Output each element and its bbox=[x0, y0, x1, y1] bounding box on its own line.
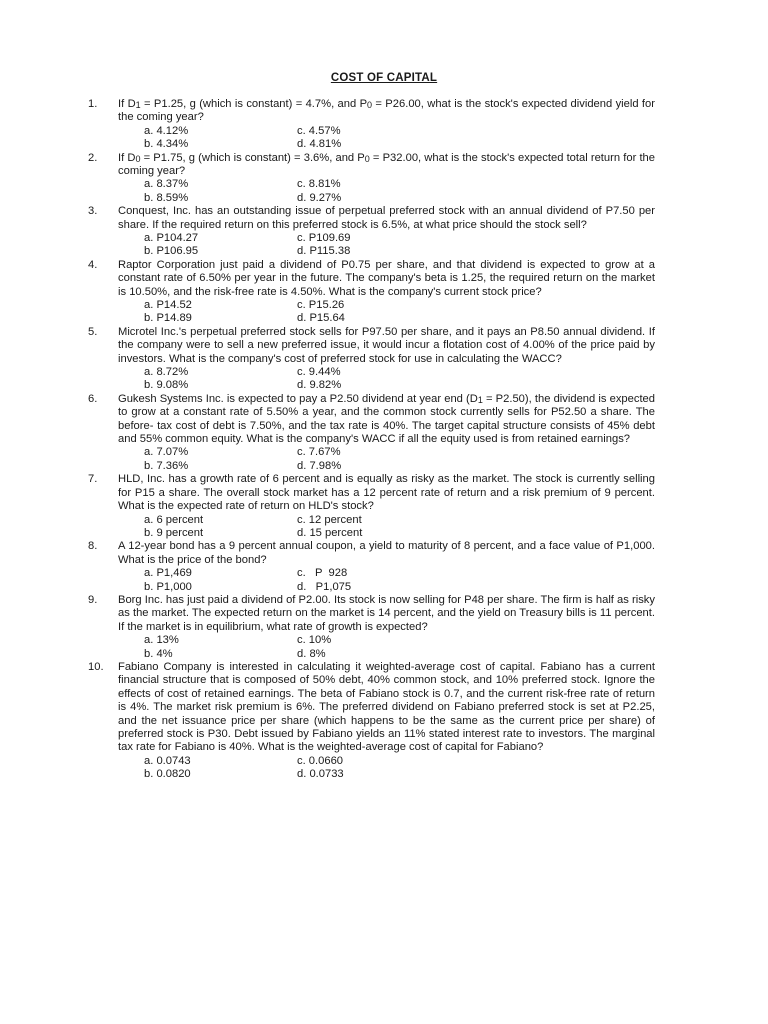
question-number: 4. bbox=[88, 258, 98, 271]
option-b: b. P14.89 bbox=[144, 312, 192, 325]
option-a: a. P1,469 bbox=[144, 567, 192, 580]
option-b: b. P106.95 bbox=[144, 245, 199, 258]
option-b: b. P1,000 bbox=[144, 580, 192, 593]
question-number: 6. bbox=[88, 392, 98, 405]
option-d: d. 15 percent bbox=[297, 526, 363, 539]
question-text: Gukesh Systems Inc. is expected to pay a P2.50 dividend at year end $(D_1 = P2.50)$, the dividend is expected to grow at a constant rate of 5.50% a year, and the common stock currently sells for P52.50 a share. The before- tax cost of debt is 7.50%, and the tax rate is 40%. The target capital structure consists of 45% debt and 55% common equity. What is the company's WACC if all the equity used is from retained earnings? bbox=[118, 392, 656, 446]
option-b: b. 9.08% bbox=[144, 379, 189, 392]
question-4 bbox=[88, 259, 655, 326]
answer-options bbox=[118, 634, 655, 661]
option-a: a. 0.0743 bbox=[144, 754, 191, 767]
answer-options bbox=[118, 514, 655, 541]
option-c: c. 7.67% bbox=[297, 446, 341, 459]
question-number: 5. bbox=[88, 325, 98, 338]
option-a: a. 8.37% bbox=[144, 178, 189, 191]
option-a: a. 6 percent bbox=[144, 513, 204, 526]
option-c: c. 0.0660 bbox=[297, 754, 344, 767]
question-text: Microtel Inc.'s perpetual preferred stock sells for P97.50 per share, and it pays an P8.50 annual dividend. If the company were to sell a new preferred issue, it would incur a flotation cost of 4.00% of the price paid by investors. What is the company's cost of preferred stock for use in calculating the WACC? bbox=[118, 325, 655, 365]
question-text: If $D_1 = P1.25$, g (which is constant) = 4.7%, and $P_0 = P26.00$, what is the stock's expected dividend yield for the coming year? bbox=[118, 98, 655, 124]
question-text: A 12-year bond has a 9 percent annual coupon, a yield to maturity of 8 percent, and a face value of P1,000. What is the price of the bond? bbox=[118, 540, 655, 566]
answer-options bbox=[118, 299, 655, 326]
option-b: b. 0.0820 bbox=[144, 768, 191, 781]
page-title: COST OF CAPITAL bbox=[330, 72, 438, 84]
option-b: b. 4.34% bbox=[144, 138, 189, 151]
option-c: c. 12 percent bbox=[297, 513, 362, 526]
option-d: d. 0.0733 bbox=[297, 768, 344, 781]
option-a: a. 8.72% bbox=[144, 366, 189, 379]
answer-options bbox=[118, 446, 655, 473]
answer-options bbox=[118, 366, 655, 393]
option-a: a. 4.12% bbox=[144, 124, 189, 137]
option-d: d. 8% bbox=[297, 647, 326, 660]
question-5 bbox=[88, 326, 655, 393]
question-7 bbox=[88, 473, 655, 540]
option-b: b. 8.59% bbox=[144, 191, 189, 204]
question-text: Raptor Corporation just paid a dividend of P0.75 per share, and that dividend is expected to grow at a constant rate of 6.50% per year in the future. The company's beta is 1.25, the required return on the market is 10.50%, and the risk-free rate is 4.50%. What is the company's current stock price? bbox=[118, 258, 655, 298]
answer-options bbox=[118, 755, 655, 782]
question-number: 8. bbox=[88, 540, 98, 553]
answer-options bbox=[118, 178, 655, 205]
question-text: Conquest, Inc. has an outstanding issue of perpetual preferred stock with an annual dividend of P7.50 per share. If the required return on this preferred stock is 6.5%, at what price should the stock sell? bbox=[118, 205, 655, 231]
question-number: 9. bbox=[88, 593, 98, 606]
option-c: c. 10% bbox=[297, 634, 332, 647]
answer-options bbox=[118, 232, 655, 259]
option-d: d. P115.38 bbox=[297, 245, 351, 258]
question-6 bbox=[88, 393, 655, 473]
question-number: 3. bbox=[88, 205, 98, 218]
option-a: a. P104.27 bbox=[144, 232, 199, 245]
option-c: c. 9.44% bbox=[297, 366, 341, 379]
question-3 bbox=[88, 205, 655, 259]
option-a: a. 7.07% bbox=[144, 446, 189, 459]
question-1 bbox=[88, 98, 655, 152]
option-d: d. P15.64 bbox=[297, 312, 345, 325]
option-a: a. P14.52 bbox=[144, 299, 192, 312]
option-b: b. 7.36% bbox=[144, 459, 189, 472]
option-b: b. 9 percent bbox=[144, 526, 204, 539]
question-text: Fabiano Company is interested in calculating it weighted-average cost of capital. Fabiano has a current financial structure that is composed of 50% debt, 40% common stock, and 10% preferred stock. Ignore the effects of cost of retained earnings. The beta of Fabiano stock is 0.7, and the current risk-free rate of return is 4%. The market risk premium is 6%. The preferred dividend on Fabiano preferred stock is set at P2.25, and the net issuance price per share (which happens to be the same as the current price per share) of preferred stock is P30. Debt issued by Fabiano yields an 11% stated interest rate to investors. The marginal tax rate for Fabiano is 40%. What is the weighted-average cost of capital for Fabiano? bbox=[118, 660, 655, 754]
option-d: d. 9.27% bbox=[297, 191, 342, 204]
option-c: c. 4.57% bbox=[297, 124, 341, 137]
question-number: 2. bbox=[88, 151, 98, 164]
answer-options bbox=[118, 125, 655, 152]
option-b: b. 4% bbox=[144, 647, 173, 660]
option-d: d. 4.81% bbox=[297, 138, 342, 151]
question-9 bbox=[88, 594, 655, 661]
question-text: Borg Inc. has just paid a dividend of P2.00. Its stock is now selling for P48 per share. The firm is half as risky as the market. The expected return on the market is 14 percent, and the yield on Treasury bills is 11 percent. If the market is in equilibrium, what rate of growth is expected? bbox=[118, 593, 655, 633]
question-number: 1. bbox=[88, 98, 98, 110]
option-d: d. P1,075 bbox=[297, 580, 352, 593]
option-a: a. 13% bbox=[144, 634, 179, 647]
question-10 bbox=[88, 661, 655, 782]
question-8 bbox=[88, 540, 655, 594]
answer-options bbox=[118, 567, 655, 594]
option-d: d. 7.98% bbox=[297, 459, 342, 472]
option-d: d. 9.82% bbox=[297, 379, 342, 392]
option-c: c. P109.69 bbox=[297, 232, 351, 245]
option-c: c. P15.26 bbox=[297, 299, 345, 312]
question-text: If $D_0 = P1.75$, g (which is constant) = 3.6%, and $P_0 = P32.00$, what is the stock's expected total return for the coming year? bbox=[118, 151, 655, 178]
question-number: 7. bbox=[88, 473, 98, 486]
question-number: 10. bbox=[88, 660, 104, 673]
question-2 bbox=[88, 152, 655, 206]
question-list bbox=[88, 98, 655, 782]
option-c: c. P 928 bbox=[297, 567, 348, 580]
question-text: HLD, Inc. has a growth rate of 6 percent and is equally as risky as the market. The stock is currently selling for P15 a share. The overall stock market has a 12 percent rate of return and a risk premium of 9 percent. What is the expected rate of return on HLD's stock? bbox=[118, 473, 655, 513]
option-c: c. 8.81% bbox=[297, 178, 341, 191]
